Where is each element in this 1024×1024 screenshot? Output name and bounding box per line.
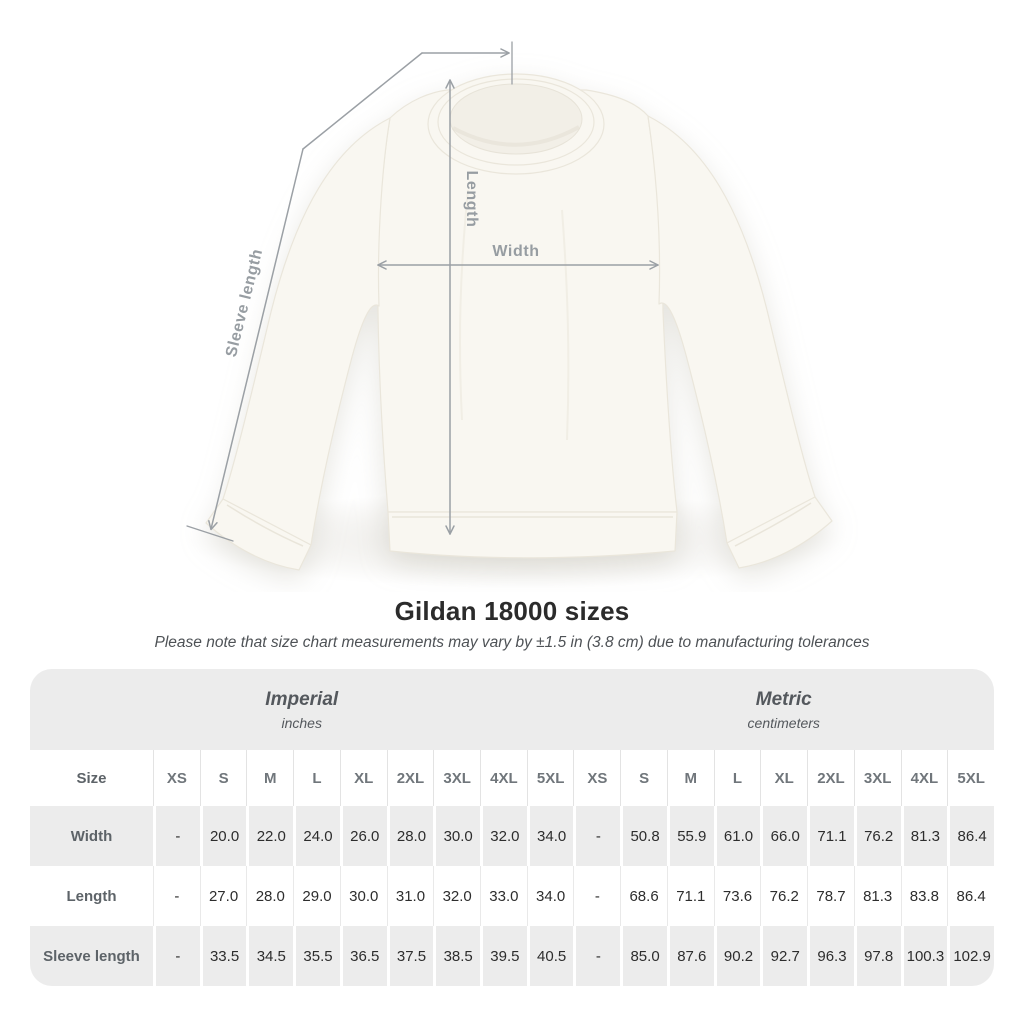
length-metric-5xl: 86.4: [947, 866, 994, 926]
width-imperial-5xl: 34.0: [527, 806, 574, 866]
width-metric-4xl: 81.3: [901, 806, 948, 866]
sleeve-metric-5xl: 102.9: [947, 926, 994, 986]
imperial-group-header: [30, 669, 573, 750]
width-imperial-m: 22.0: [246, 806, 293, 866]
sleeve-metric-xl: 92.7: [760, 926, 807, 986]
col-metric-xl: XL: [760, 750, 807, 806]
length-metric-2xl: 78.7: [807, 866, 854, 926]
length-metric-l: 73.6: [714, 866, 761, 926]
sleeve-imperial-5xl: 40.5: [527, 926, 574, 986]
col-metric-2xl: 2XL: [807, 750, 854, 806]
width-metric-xl: 66.0: [760, 806, 807, 866]
metric-label: Metric: [755, 688, 812, 710]
sleeve-imperial-2xl: 37.5: [387, 926, 434, 986]
width-imperial-xs: -: [153, 806, 200, 866]
sleeve-imperial-3xl: 38.5: [433, 926, 480, 986]
sleeve-metric-3xl: 97.8: [854, 926, 901, 986]
width-metric-s: 50.8: [620, 806, 667, 866]
width-metric-l: 61.0: [714, 806, 761, 866]
length-imperial-5xl: 34.0: [527, 866, 574, 926]
sleeve-metric-2xl: 96.3: [807, 926, 854, 986]
width-imperial-4xl: 32.0: [480, 806, 527, 866]
sleeve-imperial-s: 33.5: [200, 926, 247, 986]
col-metric-l: L: [714, 750, 761, 806]
col-metric-4xl: 4XL: [901, 750, 948, 806]
sleeve-metric-l: 90.2: [714, 926, 761, 986]
col-imperial-3xl: 3XL: [433, 750, 480, 806]
page-title: Gildan 18000 sizes: [394, 596, 630, 626]
tolerance-note: Please note that size chart measurements may vary by ±1.5 in (3.8 cm) due to manufacturing tolerances: [154, 634, 870, 651]
sweatshirt-graphic: [206, 74, 832, 570]
metric-group-header: [573, 669, 994, 750]
width-metric-2xl: 71.1: [807, 806, 854, 866]
row-label-length: Length: [30, 866, 153, 926]
sleeve-metric-m: 87.6: [667, 926, 714, 986]
sleeve-imperial-xs: -: [153, 926, 200, 986]
width-imperial-xl: 26.0: [340, 806, 387, 866]
row-label-sleeve-length: Sleeve length: [30, 926, 153, 986]
row-label-width: Width: [30, 806, 153, 866]
width-label: Width: [492, 243, 540, 260]
length-metric-xl: 76.2: [760, 866, 807, 926]
sleeve-metric-s: 85.0: [620, 926, 667, 986]
length-metric-3xl: 81.3: [854, 866, 901, 926]
col-metric-xs: XS: [573, 750, 620, 806]
length-metric-s: 68.6: [620, 866, 667, 926]
length-imperial-xl: 30.0: [340, 866, 387, 926]
length-label: Length: [463, 170, 480, 228]
col-metric-5xl: 5XL: [947, 750, 994, 806]
width-imperial-s: 20.0: [200, 806, 247, 866]
sleeve-imperial-l: 35.5: [293, 926, 340, 986]
size-column-header: Size: [30, 750, 153, 806]
col-imperial-l: L: [293, 750, 340, 806]
sleeve-metric-xs: -: [573, 926, 620, 986]
sleeve-length-label: Sleeve length: [222, 247, 267, 359]
length-imperial-m: 28.0: [246, 866, 293, 926]
length-metric-xs: -: [573, 866, 620, 926]
width-imperial-3xl: 30.0: [433, 806, 480, 866]
col-imperial-xs: XS: [153, 750, 200, 806]
metric-unit: centimeters: [747, 714, 820, 731]
sleeve-imperial-xl: 36.5: [340, 926, 387, 986]
col-imperial-5xl: 5XL: [527, 750, 574, 806]
col-imperial-xl: XL: [340, 750, 387, 806]
width-metric-m: 55.9: [667, 806, 714, 866]
col-imperial-m: M: [246, 750, 293, 806]
length-metric-4xl: 83.8: [901, 866, 948, 926]
width-metric-xs: -: [573, 806, 620, 866]
length-imperial-xs: -: [153, 866, 200, 926]
sleeve-imperial-4xl: 39.5: [480, 926, 527, 986]
col-metric-s: S: [620, 750, 667, 806]
width-imperial-l: 24.0: [293, 806, 340, 866]
imperial-label: Imperial: [265, 688, 339, 710]
col-metric-m: M: [667, 750, 714, 806]
length-imperial-4xl: 33.0: [480, 866, 527, 926]
col-imperial-s: S: [200, 750, 247, 806]
col-metric-3xl: 3XL: [854, 750, 901, 806]
length-imperial-s: 27.0: [200, 866, 247, 926]
width-metric-5xl: 86.4: [947, 806, 994, 866]
sleeve-metric-4xl: 100.3: [901, 926, 948, 986]
col-imperial-4xl: 4XL: [480, 750, 527, 806]
length-metric-m: 71.1: [667, 866, 714, 926]
width-imperial-2xl: 28.0: [387, 806, 434, 866]
length-imperial-3xl: 32.0: [433, 866, 480, 926]
sleeve-imperial-m: 34.5: [246, 926, 293, 986]
length-imperial-2xl: 31.0: [387, 866, 434, 926]
imperial-unit: inches: [281, 714, 322, 731]
length-imperial-l: 29.0: [293, 866, 340, 926]
width-metric-3xl: 76.2: [854, 806, 901, 866]
size-chart-table: [30, 669, 994, 986]
col-imperial-2xl: 2XL: [387, 750, 434, 806]
